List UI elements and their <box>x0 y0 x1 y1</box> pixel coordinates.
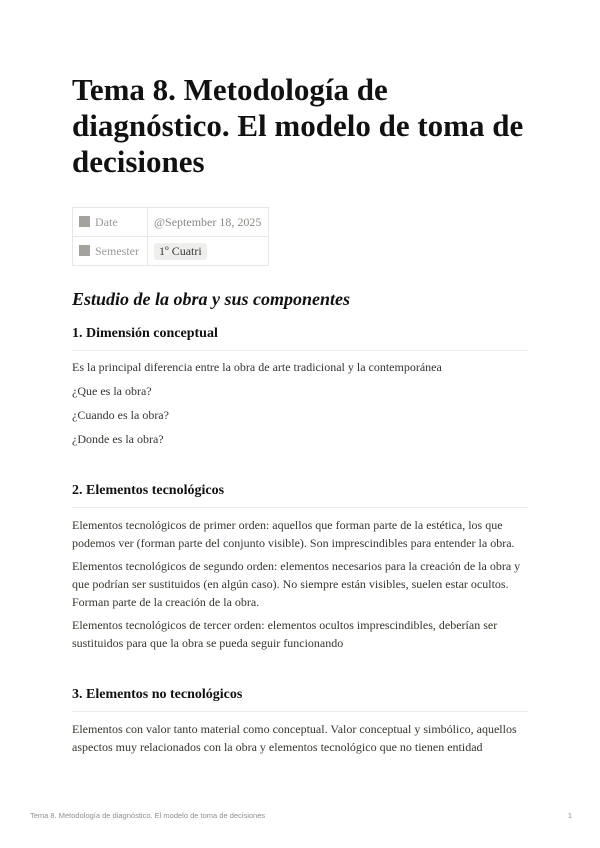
footer-text: Tema 8. Metodología de diagnóstico. El modelo de toma de decisiones <box>30 811 266 820</box>
property-key-cell <box>73 208 148 237</box>
page-number: 1 <box>567 811 572 820</box>
paragraph: ¿Donde es la obra? <box>72 432 164 446</box>
property-row-semester <box>73 237 269 266</box>
page-title: Tema 8. Metodología de diagnóstico. El modelo de toma de decisiones <box>72 72 524 179</box>
calendar-icon <box>79 216 90 227</box>
paragraph: Elementos con valor tanto material como conceptual. Valor conceptual y simbólico, aquellos aspectos muy relacionados con la obra y elementos tecnológico que no tienen entidad <box>72 722 517 754</box>
properties-table <box>72 207 269 266</box>
paragraph: ¿Cuando es la obra? <box>72 408 169 422</box>
paragraph: Es la principal diferencia entre la obra de arte tradicional y la contemporánea <box>72 360 442 374</box>
property-key-date: Date <box>95 214 118 229</box>
document-page <box>72 72 528 756</box>
paragraph: Elementos tecnológicos de segundo orden: elementos necesarios para la creación de la obra y que podrían ser sustituidos (en algún caso). No siempre están visibles, suelen estar ocultos. Forman parte de la creación de la obra. <box>72 559 521 609</box>
list-icon <box>79 245 90 256</box>
section-heading: Estudio de la obra y sus componentes <box>72 289 351 309</box>
property-row-date <box>73 208 269 237</box>
semester-tag[interactable]: 1º Cuatri <box>154 243 207 260</box>
page-footer <box>30 811 572 820</box>
property-value-date[interactable]: @September 18, 2025 <box>148 208 269 237</box>
property-value-semester[interactable] <box>148 237 269 266</box>
paragraph: ¿Que es la obra? <box>72 384 152 398</box>
paragraph: Elementos tecnológicos de primer orden: aquellos que forman parte de la estética, los que podemos ver (forman parte del conjunto visible). Son imprescindibles para entender la obra. <box>72 518 515 550</box>
subsection-heading-2: 2. Elementos tecnológicos <box>72 482 528 508</box>
paragraph: Elementos tecnológicos de tercer orden: elementos ocultos imprescindibles, deberían ser sustituidos para que la obra se pueda seguir funcionando <box>72 618 498 650</box>
property-key-cell <box>73 237 148 266</box>
property-key-semester: Semester <box>95 243 139 258</box>
subsection-heading-3: 3. Elementos no tecnológicos <box>72 686 528 712</box>
subsection-heading-1: 1. Dimensión conceptual <box>72 325 528 351</box>
